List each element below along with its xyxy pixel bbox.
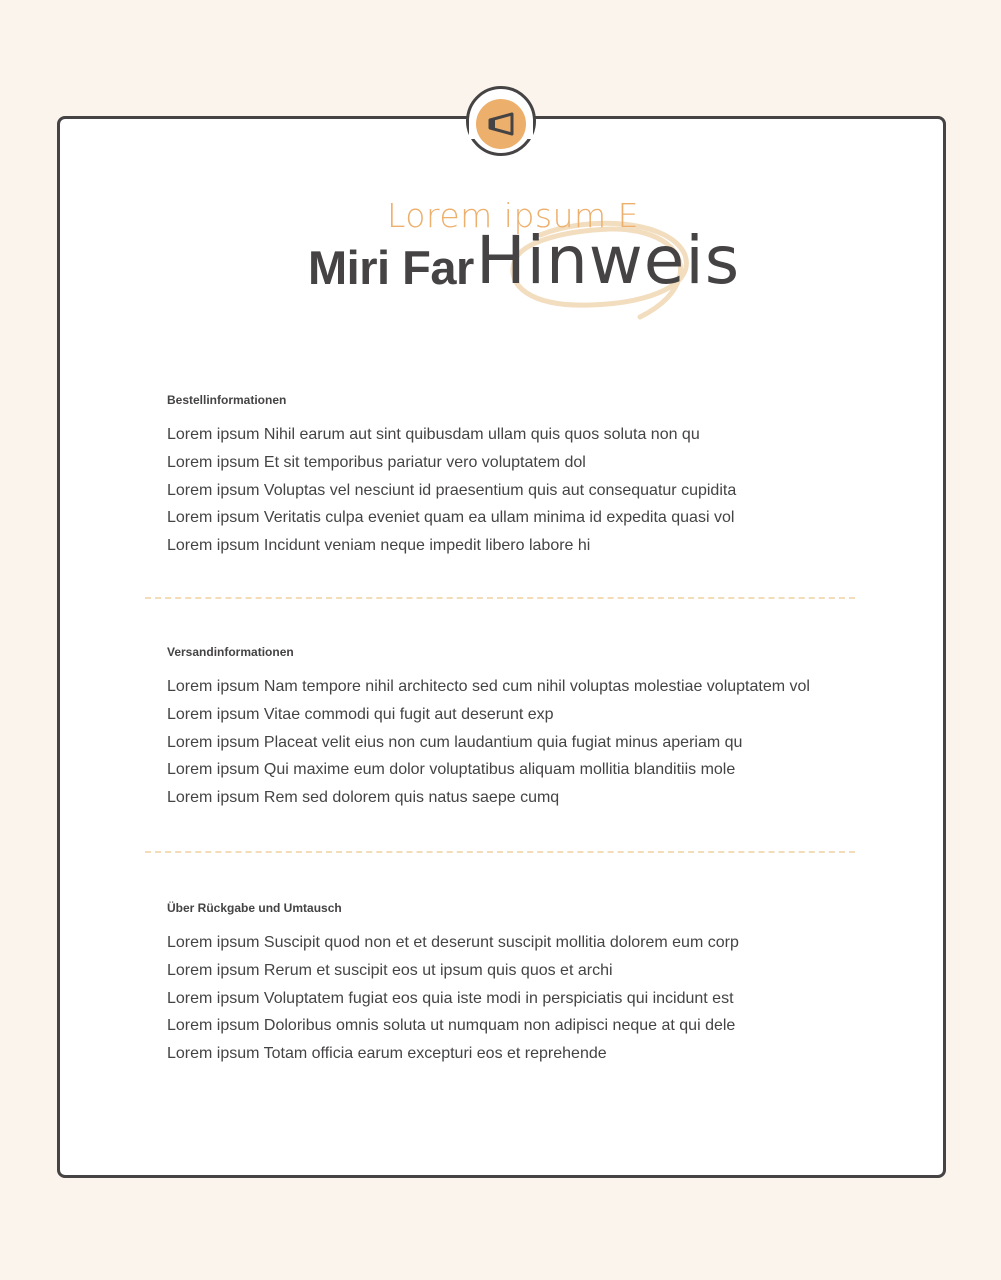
section-heading: Versandinformationen (167, 645, 294, 659)
handwritten-title: Hinweis (476, 222, 741, 299)
section-line: Lorem ipsum Nam tempore nihil architecto sed cum nihil voluptas molestiae voluptatem vol (167, 678, 810, 695)
section-line: Lorem ipsum Incidunt veniam neque impedit libero labore hi (167, 537, 591, 555)
section-line: Lorem ipsum Rem sed dolorem quis natus saepe cumq (167, 789, 560, 807)
section-heading: Bestellinformationen (167, 393, 287, 407)
dashed-divider (145, 851, 855, 853)
section-line: Lorem ipsum Et sit temporibus pariatur vero voluptatem dol (167, 453, 586, 471)
section-line: Lorem ipsum Qui maxime eum dolor voluptatibus aliquam mollitia blanditiis mole (167, 761, 736, 779)
dashed-divider (145, 597, 855, 599)
icon-badge (476, 99, 526, 149)
megaphone-icon (486, 111, 516, 137)
kicker-text: Lorem ipsum E (387, 196, 639, 235)
section-line: Lorem ipsum Nihil earum aut sint quibusdam ullam quis quos soluta non qu (167, 426, 700, 443)
section-line: Lorem ipsum Placeat velit eius non cum laudantium quia fugiat minus aperiam qu (167, 733, 743, 751)
section-line: Lorem ipsum Suscipit quod non et et deserunt suscipit mollitia dolorem eum corp (167, 934, 739, 951)
section-line: Lorem ipsum Rerum et suscipit eos ut ipsum quis quos et archi (167, 961, 613, 979)
section-order-info (167, 393, 736, 560)
section-line: Lorem ipsum Doloribus omnis soluta ut numquam non adipisci neque at qui dele (167, 1017, 736, 1035)
section-line: Lorem ipsum Voluptatem fugiat eos quia iste modi in perspiciatis qui incidunt est (167, 989, 734, 1007)
section-line: Lorem ipsum Vitae commodi qui fugit aut deserunt exp (167, 705, 554, 723)
page-title: Miri Far (308, 241, 474, 294)
section-heading: Über Rückgabe und Umtausch (167, 901, 342, 915)
section-returns (167, 901, 739, 1068)
section-line: Lorem ipsum Veritatis culpa eveniet quam ea ullam minima id expedita quasi vol (167, 509, 735, 527)
section-line: Lorem ipsum Totam officia earum excepturi eos et reprehende (167, 1045, 607, 1063)
section-line: Lorem ipsum Voluptas vel nesciunt id praesentium quis aut consequatur cupidita (167, 481, 737, 499)
section-shipping-info (167, 645, 810, 812)
